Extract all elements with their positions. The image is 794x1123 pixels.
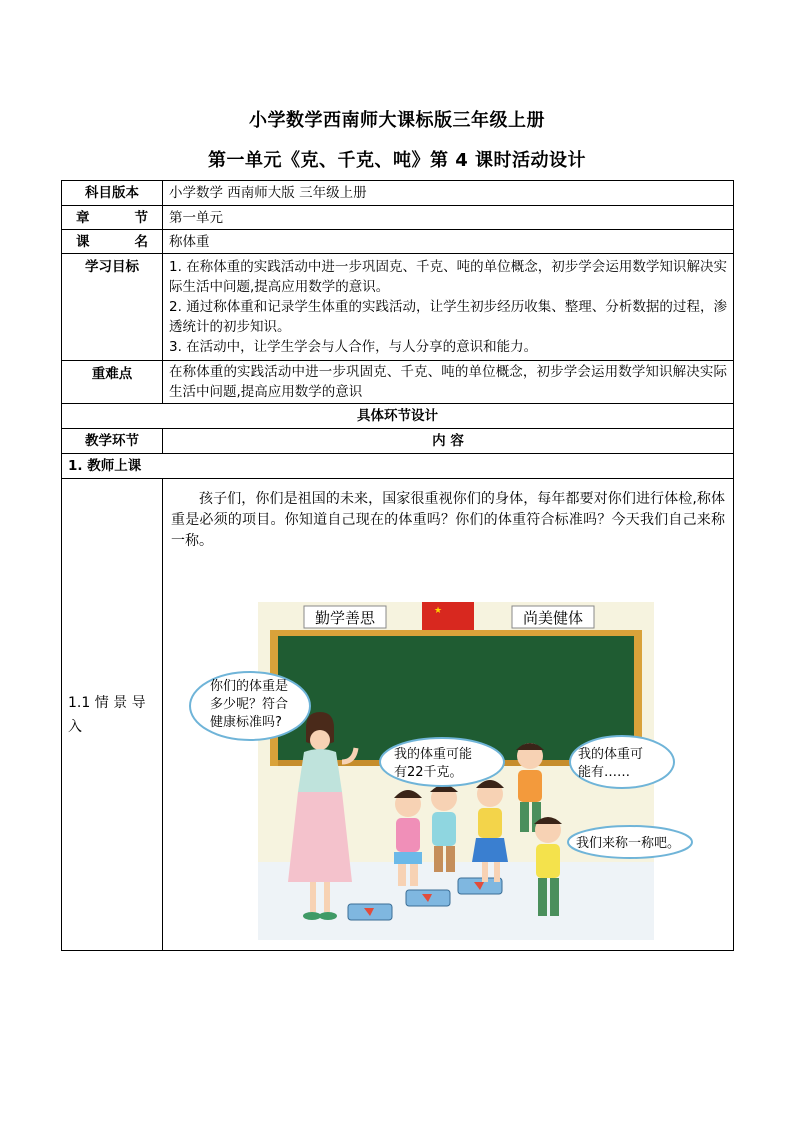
scale-2 [406,890,450,906]
chapter-label-a: 章 [76,209,90,226]
banner-left: 勤学善思 [314,609,376,627]
bubble-teacher [190,672,310,740]
row-key-points [62,361,734,404]
bubble-right-top [570,736,674,788]
chapter-value: 第一单元 [163,206,734,230]
banner-right: 尚美健体 [522,609,584,627]
row-section-1 [62,454,734,479]
chapter-label-b: 节 [134,209,148,226]
lesson-label-b: 名 [134,233,148,250]
goal-item: 2. 通过称体重和记录学生体重的实践活动，让学生初步经历收集、整理、分析数据的过程，渗透统计的初步知识。 [169,299,727,335]
row-chapter [62,206,734,230]
key-label: 重难点 [62,361,163,404]
row-step-1-1 [62,479,734,951]
key-text: 在称体重的实践活动中进一步巩固克、千克、吨的单位概念，初步学会运用数学知识解决实际生活中问题,提高应用数学的意识 [169,364,727,400]
goal-item: 3. 在活动中，让学生学会与人合作，与人分享的意识和能力。 [169,339,538,355]
intro-paragraph: 孩子们，你们是祖国的未来，国家很重视你们的身体，每年都要对你们进行体检,称体重是必须的项目。你知道自己现在的体重吗？你们的体重符合标准吗？今天我们自己来称一称。 [171,491,725,549]
bubble-boy [380,738,504,786]
bubble-right-bottom-text: 我们来称一称吧。 [576,836,681,851]
content-column-header: 内 容 [163,429,734,454]
row-design-header [62,404,734,429]
lesson-table [61,180,734,951]
flag [422,602,474,630]
key-value [163,361,734,404]
bubble-teacher-line: 多少呢？符合 [210,697,289,712]
row-subject [62,181,734,206]
bubble-right-top-line: 我的体重可 [578,747,644,762]
bubble-boy-line: 我的体重可能 [394,747,473,762]
flag-star-icon: ★ [434,606,443,616]
subject-value: 小学数学 西南师大版 三年级上册 [163,181,734,206]
document-subtitle: 第一单元《克、千克、吨》第 4 课时活动设计 [207,150,587,171]
design-header: 具体环节设计 [62,404,734,429]
classroom-scene-svg [210,602,681,940]
step-column-header: 教学环节 [62,429,163,454]
goals-cell [163,254,734,361]
row-goals [62,254,734,361]
bubble-teacher-line: 健康标准吗? [210,715,282,730]
step-label: 1.1 情 景 导 入 [62,479,163,951]
lesson-label-a: 课 [76,233,90,250]
section-title: 1. 教师上课 [62,454,734,479]
row-column-headers [62,429,734,454]
document-title: 小学数学西南师大课标版三年级上册 [249,110,545,131]
subject-label: 科目版本 [62,181,163,206]
lesson-value: 称体重 [163,230,734,254]
classroom-illustration [210,602,681,940]
bubble-teacher-line: 你们的体重是 [210,679,289,694]
step-content [163,479,734,951]
bubble-boy-line: 有22千克。 [394,765,463,780]
goals-label: 学习目标 [62,254,163,361]
bubble-right-top-line: 能有…… [578,765,631,780]
goal-item: 1. 在称体重的实践活动中进一步巩固克、千克、吨的单位概念，初步学会运用数学知识解决实际生活中问题,提高应用数学的意识。 [169,259,727,295]
chapter-label [62,206,163,230]
lesson-label [62,230,163,254]
scale-1 [348,904,392,920]
bubble-right-bottom [568,826,692,858]
row-lesson [62,230,734,254]
